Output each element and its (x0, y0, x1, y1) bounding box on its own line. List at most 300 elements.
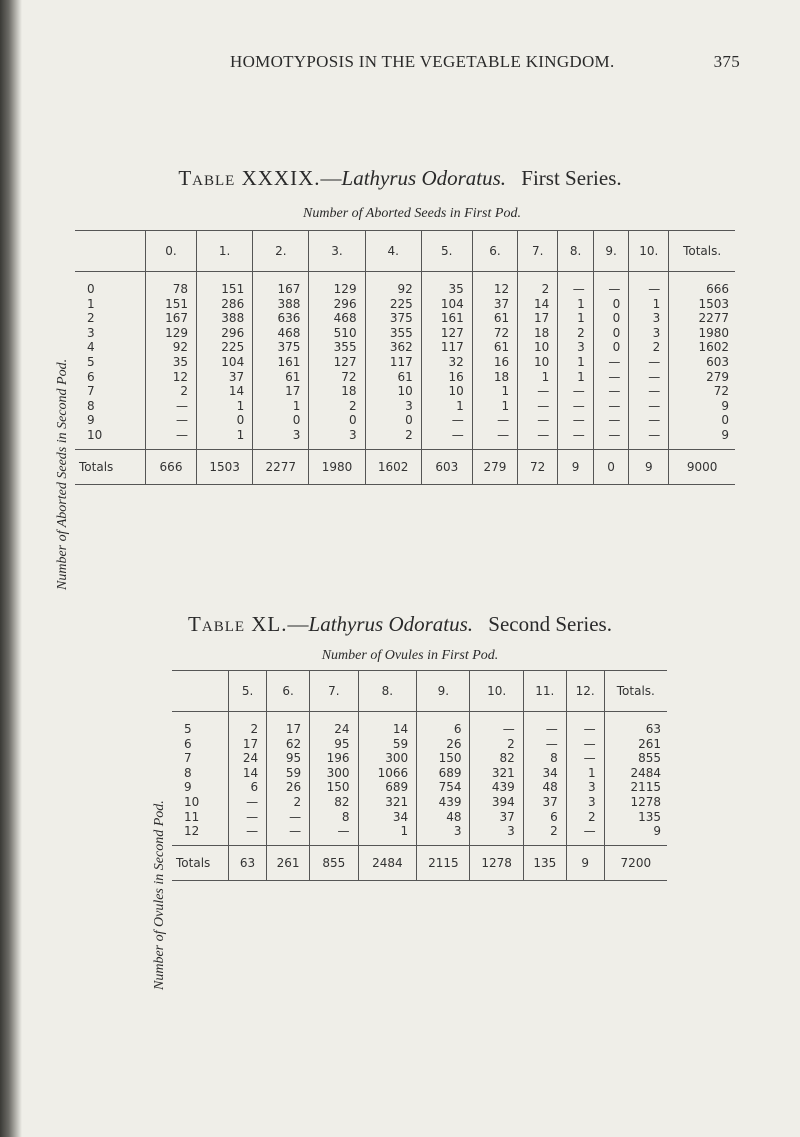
table1-cell: 225 (197, 340, 253, 355)
table2-total-cell: 9 (566, 845, 604, 880)
table2-cell: 17 (267, 712, 310, 737)
table1-cell: 1 (558, 297, 594, 312)
table1-cell: 3 (309, 428, 365, 449)
table1-cell: 2 (518, 272, 558, 297)
table1-column-header: 5. (421, 231, 472, 272)
table2-cell: 196 (310, 751, 358, 766)
table2-subcaption: Number of Ovules in First Pod. (321, 648, 499, 663)
table1-cell: — (629, 355, 669, 370)
table1-cell: 225 (365, 297, 421, 312)
table2-cell: 63 (604, 712, 667, 737)
table2-cell: 300 (310, 766, 358, 781)
table2-row-label: 10 (184, 794, 200, 809)
table1-cell: 1 (197, 399, 253, 414)
table2-column-header: 7. (310, 671, 358, 712)
table2-cell: — (470, 712, 523, 737)
table1-cell: — (629, 428, 669, 449)
table1-cell: 17 (253, 384, 309, 399)
table1-cell: — (421, 413, 472, 428)
table2-total-cell: 2115 (417, 845, 470, 880)
table2-row-label: 9 (184, 780, 192, 795)
table2-series: Second Series. (488, 612, 612, 636)
table1-cell: 2 (309, 399, 365, 414)
table2-cell: 26 (417, 737, 470, 752)
table1-cell: — (146, 399, 197, 414)
table1-total-cell: 9 (629, 449, 669, 484)
table2-row-label: 8 (184, 765, 192, 780)
table1-cell: 61 (472, 311, 517, 326)
table1-row (75, 340, 735, 355)
table1-cell: 0 (253, 413, 309, 428)
table1-total-cell: 2277 (253, 449, 309, 484)
table2-species: Lathyrus Odoratus. (308, 612, 474, 636)
table1-cell: 72 (309, 370, 365, 385)
table1-cell: 2 (558, 326, 594, 341)
table2-cell: 82 (470, 751, 523, 766)
table1-number: Table XXXIX. (178, 166, 321, 190)
table2-cell: 6 (523, 810, 566, 825)
table2-cell: 150 (310, 780, 358, 795)
table2-cell: — (566, 712, 604, 737)
table2-cell: 37 (523, 795, 566, 810)
table2-row (172, 712, 667, 737)
table1-cell: 10 (421, 384, 472, 399)
table1-cell: 1602 (669, 340, 735, 355)
table2-cell: 34 (523, 766, 566, 781)
table2-cell: 754 (417, 780, 470, 795)
table1-cell: — (558, 384, 594, 399)
table1-cell: 104 (421, 297, 472, 312)
table1-cell: — (421, 428, 472, 449)
table1-cell: 286 (197, 297, 253, 312)
table1-column-header: 7. (518, 231, 558, 272)
table1-cell: 151 (197, 272, 253, 297)
table1-row (75, 413, 735, 428)
table2-cell: — (523, 712, 566, 737)
table1-row-label: 0 (87, 282, 95, 296)
table1-row (75, 326, 735, 341)
table2-row (172, 824, 667, 845)
table1-total-cell: 1503 (197, 449, 253, 484)
table1-cell: 37 (197, 370, 253, 385)
table1-column-header: 8. (558, 231, 594, 272)
table1-total-cell: 1602 (365, 449, 421, 484)
table2-column-header: 9. (417, 671, 470, 712)
table2-cell: — (267, 810, 310, 825)
table1-column-header: 9. (593, 231, 629, 272)
table1-cell: 1 (472, 399, 517, 414)
table2-cell: — (229, 795, 267, 810)
table1-cell: — (593, 355, 629, 370)
page-number: 375 (713, 52, 740, 71)
table2-number: Table XL. (188, 612, 288, 636)
table2-column-header: 12. (566, 671, 604, 712)
table1-row-label: 1 (87, 296, 95, 311)
table1-cell: — (518, 399, 558, 414)
table1-row (75, 272, 735, 297)
table1-cell: 468 (253, 326, 309, 341)
table2-cell: 6 (229, 780, 267, 795)
table1-cell: 1 (472, 384, 517, 399)
table2-row (172, 810, 667, 825)
table2-cell: 3 (470, 824, 523, 845)
table2-cell: 439 (470, 780, 523, 795)
table2-cell: 3 (566, 780, 604, 795)
table1-cell: 167 (253, 272, 309, 297)
table1-cell: 296 (309, 297, 365, 312)
table1-cell: 129 (309, 272, 365, 297)
table1-row (75, 311, 735, 326)
table1-cell: — (472, 413, 517, 428)
table1-cell: 279 (669, 370, 735, 385)
table1-cell: 2 (365, 428, 421, 449)
table1-species: Lathyrus Odoratus. (341, 166, 507, 190)
table2-cell: 2115 (604, 780, 667, 795)
table2-cell: — (310, 824, 358, 845)
table1-cell: — (593, 399, 629, 414)
table2-cell: 59 (267, 766, 310, 781)
table1-cell: 1503 (669, 297, 735, 312)
table1-row (75, 370, 735, 385)
table1-cell: 0 (365, 413, 421, 428)
table1-cell: 1 (197, 428, 253, 449)
table1-cell: 666 (669, 272, 735, 297)
table1-cell: 35 (421, 272, 472, 297)
table2-total-cell: 261 (267, 845, 310, 880)
table1-total-cell: 72 (518, 449, 558, 484)
table1-column-header: 0. (146, 231, 197, 272)
table2-total-cell: 7200 (604, 845, 667, 880)
table2-cell: 1066 (358, 766, 417, 781)
table2-cell: 8 (523, 751, 566, 766)
table2-cell: 1 (566, 766, 604, 781)
table1-cell: 18 (309, 384, 365, 399)
table1-cell: 18 (472, 370, 517, 385)
table2-cell: 95 (267, 751, 310, 766)
table2-cell: 855 (604, 751, 667, 766)
table2-row-label: 7 (184, 751, 192, 766)
table1-cell: 18 (518, 326, 558, 341)
table1-cell: 12 (472, 272, 517, 297)
running-title: HOMOTYPOSIS IN THE VEGETABLE KINGDOM. (230, 52, 615, 71)
table1-row (75, 297, 735, 312)
table1-cell: 1 (421, 399, 472, 414)
table1-cell: 72 (669, 384, 735, 399)
table1-cell: 12 (146, 370, 197, 385)
table1-cell: — (518, 413, 558, 428)
table1-row-axis-label: Number of Aborted Seeds in Second Pod. (55, 358, 70, 590)
table1-cell: — (629, 413, 669, 428)
table1-cell: 72 (472, 326, 517, 341)
table1-cell: 61 (253, 370, 309, 385)
table1-cell: 1 (253, 399, 309, 414)
table1-dash: — (320, 166, 342, 190)
table1-cell: — (558, 399, 594, 414)
table2-row (172, 751, 667, 766)
table1-cell: — (558, 272, 594, 297)
table1-cell: 3 (629, 311, 669, 326)
table1-cell: 636 (253, 311, 309, 326)
table1-cell: — (146, 428, 197, 449)
table1-cell: — (518, 384, 558, 399)
table2-column-header: 10. (470, 671, 523, 712)
table2-row-label: 6 (184, 736, 192, 751)
table2-cell: 24 (310, 712, 358, 737)
table1-cell: 2277 (669, 311, 735, 326)
table2-totals-label: Totals (176, 855, 211, 870)
table1-cell: 16 (421, 370, 472, 385)
table1-cell: 14 (197, 384, 253, 399)
table1-column-header: 2. (253, 231, 309, 272)
table1-row-label: 8 (87, 398, 95, 413)
table1-subcaption: Number of Aborted Seeds in First Pod. (303, 206, 521, 221)
table1-cell: 104 (197, 355, 253, 370)
table1-row (75, 399, 735, 414)
table1-cell: 0 (309, 413, 365, 428)
table1-cell: — (472, 428, 517, 449)
table1-row (75, 384, 735, 399)
table1-cell: 92 (146, 340, 197, 355)
table1-cell: 388 (197, 311, 253, 326)
table1-row (75, 355, 735, 370)
table2-cell: 1278 (604, 795, 667, 810)
table1-cell: 16 (472, 355, 517, 370)
table1-column-header: 4. (365, 231, 421, 272)
table1-column-header: Totals. (669, 231, 735, 272)
table2-cell: 3 (417, 824, 470, 845)
table2-cell: — (267, 824, 310, 845)
table1-cell: 14 (518, 297, 558, 312)
table2-caption (0, 612, 800, 637)
table2-cell: 261 (604, 737, 667, 752)
table2-cell: 3 (566, 795, 604, 810)
table1-series: First Series. (521, 166, 622, 190)
table1-cell: 1 (558, 370, 594, 385)
table2-cell: 2484 (604, 766, 667, 781)
table2-cell: 2 (267, 795, 310, 810)
table2-cell: 6 (417, 712, 470, 737)
table2-total-cell: 135 (523, 845, 566, 880)
table1-row-label: 3 (87, 325, 95, 340)
table1-cell: — (629, 384, 669, 399)
table2-cell: 8 (310, 810, 358, 825)
table2-cell: 321 (470, 766, 523, 781)
table1-row-label: 7 (87, 384, 95, 399)
table1-total-cell: 9000 (669, 449, 735, 484)
table1-cell: 362 (365, 340, 421, 355)
table1-cell: 127 (309, 355, 365, 370)
table2-dash: — (287, 612, 309, 636)
table1-total-cell: 0 (593, 449, 629, 484)
table1-cell: — (593, 384, 629, 399)
table1-cell: 0 (593, 326, 629, 341)
table1-cell: 37 (472, 297, 517, 312)
table1-total-cell: 666 (146, 449, 197, 484)
table1-column-header: 10. (629, 231, 669, 272)
table1-cell: 117 (365, 355, 421, 370)
table1-cell: — (518, 428, 558, 449)
table1-cell: — (593, 272, 629, 297)
table2-cell: 689 (417, 766, 470, 781)
table1-cell: 17 (518, 311, 558, 326)
table1-cell: 468 (309, 311, 365, 326)
table2-cell: — (566, 751, 604, 766)
table2-cell: 2 (229, 712, 267, 737)
table1-grid (75, 230, 735, 485)
table1-row-label: 2 (87, 311, 95, 326)
table2-cell: 689 (358, 780, 417, 795)
table1-cell: 32 (421, 355, 472, 370)
table1-cell: — (629, 399, 669, 414)
table1-cell: 355 (365, 326, 421, 341)
table1-cell: 1 (629, 297, 669, 312)
table1-total-cell: 279 (472, 449, 517, 484)
table2-row-label: 11 (184, 809, 200, 824)
table2-row-axis-label: Number of Ovules in Second Pod. (152, 800, 167, 990)
table2-row (172, 780, 667, 795)
table1-caption (0, 166, 800, 191)
table2-grid (172, 670, 667, 881)
table2-cell: — (523, 737, 566, 752)
table1-cell: 2 (629, 340, 669, 355)
table2-cell: 26 (267, 780, 310, 795)
table1-cell: 10 (365, 384, 421, 399)
table1-cell: 9 (669, 428, 735, 449)
table2-cell: — (229, 824, 267, 845)
table1-cell: 375 (365, 311, 421, 326)
table1-cell: — (146, 413, 197, 428)
table2-cell: 14 (229, 766, 267, 781)
table1-cell: 0 (593, 311, 629, 326)
table2-cell: 95 (310, 737, 358, 752)
table1-cell: 92 (365, 272, 421, 297)
table1-cell: 0 (593, 297, 629, 312)
table1-cell: 1 (558, 355, 594, 370)
table1-totals-label: Totals (79, 459, 114, 474)
table2-cell: 48 (523, 780, 566, 795)
table2-column-header: Totals. (604, 671, 667, 712)
table1-cell: 0 (593, 340, 629, 355)
table1-cell: 1 (558, 311, 594, 326)
table2-column-header: 6. (267, 671, 310, 712)
table1-row-label: 10 (87, 427, 103, 442)
table1-cell: 61 (365, 370, 421, 385)
table1-cell: — (629, 370, 669, 385)
table1-cell: 510 (309, 326, 365, 341)
table1-cell: 10 (518, 355, 558, 370)
table1-cell: 127 (421, 326, 472, 341)
table2-cell: 82 (310, 795, 358, 810)
table2-cell: 17 (229, 737, 267, 752)
table1-cell: 129 (146, 326, 197, 341)
table2-cell: 37 (470, 810, 523, 825)
table1-cell: 603 (669, 355, 735, 370)
table1-cell: 1 (518, 370, 558, 385)
table1-corner-cell (75, 231, 146, 272)
table1-row-label: 6 (87, 369, 95, 384)
table2-cell: 1 (358, 824, 417, 845)
table1-cell: 3 (253, 428, 309, 449)
table1-cell: — (629, 272, 669, 297)
table2-row (172, 737, 667, 752)
table2-cell: 2 (523, 824, 566, 845)
table1-cell: — (558, 413, 594, 428)
table1-row (75, 428, 735, 449)
table1-cell: 3 (558, 340, 594, 355)
table1-cell: — (593, 370, 629, 385)
table2-row (172, 795, 667, 810)
table2-cell: 48 (417, 810, 470, 825)
table1-cell: 117 (421, 340, 472, 355)
table1-cell: 161 (421, 311, 472, 326)
table1-total-cell: 603 (421, 449, 472, 484)
table1-cell: 151 (146, 297, 197, 312)
table2-cell: 321 (358, 795, 417, 810)
table1-row-label: 9 (87, 413, 95, 428)
table2-cell: 300 (358, 751, 417, 766)
table1-cell: 2 (146, 384, 197, 399)
table1-cell: 61 (472, 340, 517, 355)
table1-cell: 375 (253, 340, 309, 355)
table2-cell: — (229, 810, 267, 825)
table1-cell: 9 (669, 399, 735, 414)
table1-cell: 78 (146, 272, 197, 297)
table1-cell: 167 (146, 311, 197, 326)
table2-column-header: 11. (523, 671, 566, 712)
table1-cell: 355 (309, 340, 365, 355)
table1-cell: 0 (197, 413, 253, 428)
table1-column-header: 6. (472, 231, 517, 272)
table1-cell: 388 (253, 297, 309, 312)
table1-column-header: 1. (197, 231, 253, 272)
table1-cell: — (593, 428, 629, 449)
table1-row-label: 4 (87, 340, 95, 355)
table2-cell: — (566, 824, 604, 845)
table2-cell: 9 (604, 824, 667, 845)
table1-cell: 10 (518, 340, 558, 355)
table2-cell: 59 (358, 737, 417, 752)
table2-cell: 2 (470, 737, 523, 752)
table2-cell: 150 (417, 751, 470, 766)
table1-row-label: 5 (87, 354, 95, 369)
table2-cell: 439 (417, 795, 470, 810)
table2-column-header: 5. (229, 671, 267, 712)
table2-column-header: 8. (358, 671, 417, 712)
table1-column-header: 3. (309, 231, 365, 272)
table2-cell: 135 (604, 810, 667, 825)
table2-total-cell: 1278 (470, 845, 523, 880)
table1-total-cell: 1980 (309, 449, 365, 484)
table2-cell: 2 (566, 810, 604, 825)
table1-cell: 35 (146, 355, 197, 370)
table1-cell: 3 (365, 399, 421, 414)
table1-cell: 1980 (669, 326, 735, 341)
table1-total-cell: 9 (558, 449, 594, 484)
table1-cell: 296 (197, 326, 253, 341)
table1-cell: 0 (669, 413, 735, 428)
table2-cell: 24 (229, 751, 267, 766)
table1-cell: 3 (629, 326, 669, 341)
table2-total-cell: 855 (310, 845, 358, 880)
table2-row-label: 12 (184, 824, 200, 839)
table2-cell: 62 (267, 737, 310, 752)
table1-cell: — (593, 413, 629, 428)
table1-cell: — (558, 428, 594, 449)
table2-row-label: 5 (184, 722, 192, 736)
table2-cell: 34 (358, 810, 417, 825)
table1-cell: 161 (253, 355, 309, 370)
table2-total-cell: 63 (229, 845, 267, 880)
